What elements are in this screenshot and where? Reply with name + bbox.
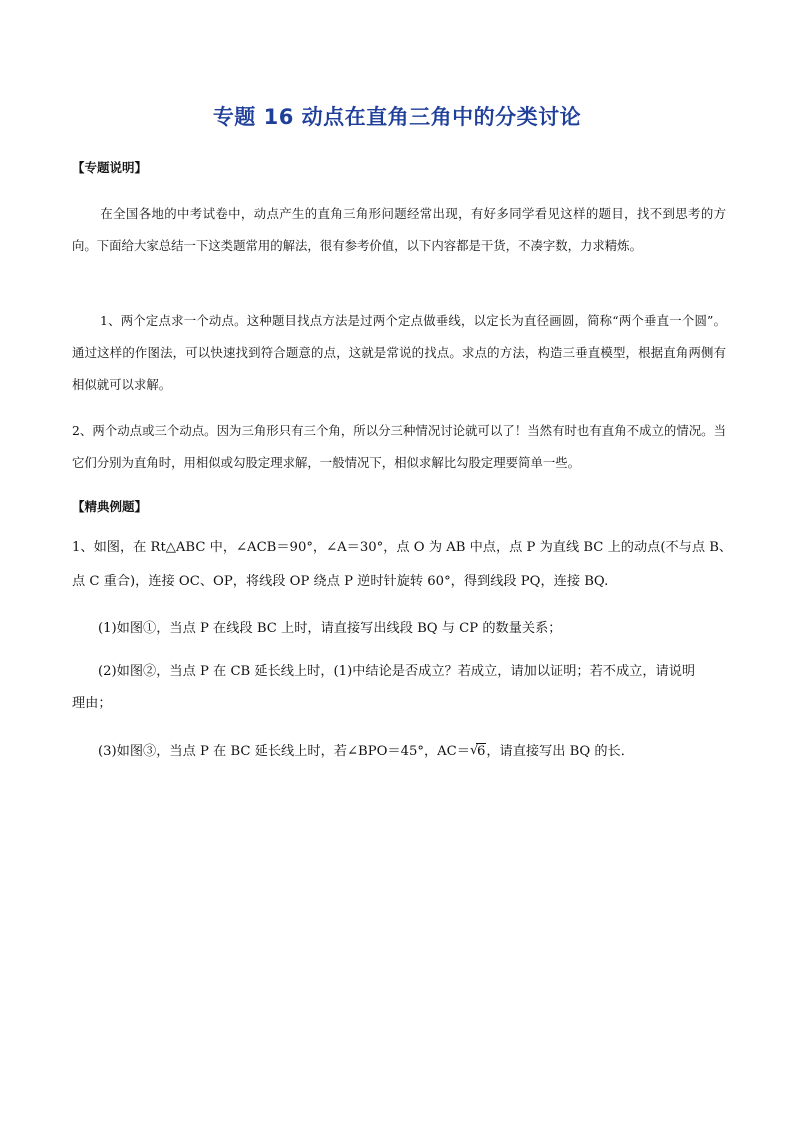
question-3 [98, 742, 634, 762]
intro-paragraph-2 [72, 305, 726, 401]
intro-paragraph-3: 2、两个动点或三个动点。因为三角形只有三个角，所以分三种情况讨论就可以了！当然有时也有直角不成立的情况。当它们分别为直角时，用相似或勾股定理求解，一般情况下，相似求解比勾股定理要简单一些。 [72, 423, 726, 470]
intro-paragraph-2-text: 1、两个定点求一个动点。这种题目找点方法是过两个定点做垂线，以定长为直径画圆，简称“两个垂直一个圆”。通过这样的作图法，可以快速找到符合题意的点，这就是常说的找点。求点的方法，构造三垂直模型，根据直角两侧有相似就可以求解。 [72, 313, 726, 392]
intro-paragraph-1 [72, 198, 726, 262]
section-heading-examples: 【精典例题】 [72, 499, 148, 514]
problem-statement-line-2: 点 C 重合)，连接 OC、OP，将线段 OP 绕点 P 逆时针旋转 60°，得到线段 PQ，连接 BQ. [72, 574, 609, 589]
question-1: (1)如图①，当点 P 在线段 BC 上时，请直接写出线段 BQ 与 CP 的数量关系； [98, 621, 562, 636]
section-heading-explanation: 【专题说明】 [72, 160, 148, 175]
square-root [470, 742, 486, 762]
question-2-line-1: (2)如图②，当点 P 在 CB 延长线上时，(1)中结论是否成立？若成立，请加以证明；若不成立，请说明 [98, 664, 696, 679]
intro-paragraph-1-text: 在全国各地的中考试卷中，动点产生的直角三角形问题经常出现，有好多同学看见这样的题目，找不到思考的方向。下面给大家总结一下这类题常用的解法，很有参考价值，以下内容都是干货，不凑字数，力求精炼。 [72, 206, 726, 253]
question-3-prefix: (3)如图③，当点 P 在 BC 延长线上时，若∠BPO＝45°，AC＝ [98, 744, 470, 759]
radicand: 6 [476, 744, 486, 759]
problem-statement-line-1: 1、如图，在 Rt△ABC 中，∠ACB＝90°，∠A＝30°，点 O 为 AB 中点，点 P 为直线 BC 上的动点(不与点 B、 [72, 540, 733, 555]
radical-sign-icon: √ [469, 743, 479, 758]
question-3-suffix: ，请直接写出 BQ 的长． [486, 744, 634, 759]
page-title: 专题 16 动点在直角三角中的分类讨论 [212, 105, 582, 129]
question-2-line-2: 理由； [72, 696, 112, 711]
